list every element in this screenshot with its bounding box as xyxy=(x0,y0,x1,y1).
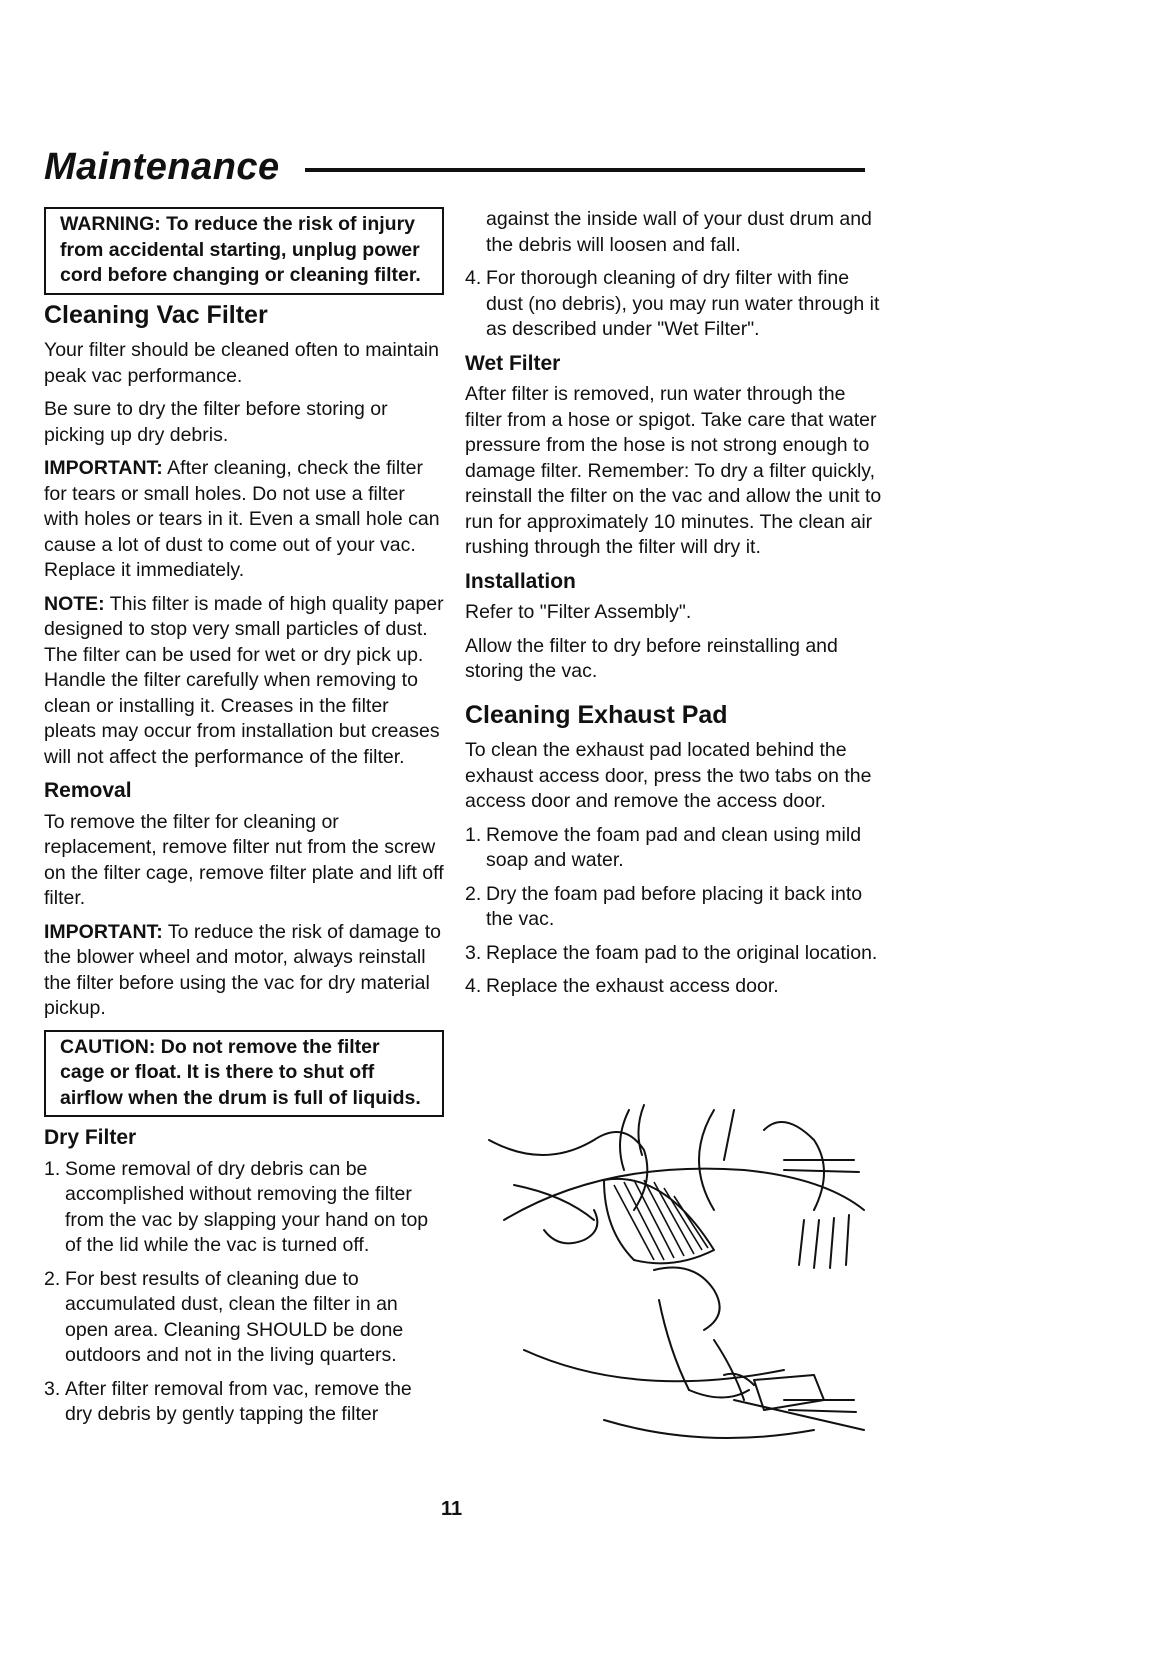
important-text: To reduce the risk of damage to the blower wheel and motor, always reinstall the filter before using the vac for dry material pickup. xyxy=(44,920,442,1019)
list-item xyxy=(465,882,885,933)
step-text: After filter removal from vac, remove the dry debris by gently tapping the filter xyxy=(65,1377,412,1425)
step-text: against the inside wall of your dust drum and the debris will loosen and fall. xyxy=(486,208,872,256)
page-number: 11 xyxy=(441,1498,463,1520)
installation-heading: Installation xyxy=(465,569,576,593)
list-item xyxy=(44,1157,444,1259)
warning-box: WARNING: To reduce the risk of injury from accidental starting, unplug power cord before changing or cleaning filter. xyxy=(44,207,444,295)
list-item xyxy=(465,823,885,874)
step-text: Dry the foam pad before placing it back into the vac. xyxy=(486,882,863,930)
list-item xyxy=(465,266,885,343)
step-number: 1. xyxy=(465,823,482,846)
step-number: 2. xyxy=(465,882,482,905)
paragraph-wet-filter: After filter is removed, run water through the filter from a hose or spigot. Take care that water pressure from the hose is not strong enough to damage filter. Remember: To dry a filter quickly, reinstall the filter on the vac and allow the unit to run for approximately 10 minutes. The clean air rushing through the filter will dry it. xyxy=(465,383,882,558)
important-text: After cleaning, check the filter for tears or small holes. Do not use a filter with holes or tears in it. Even a small hole can cause a lot of dust to come out of your vac. Replace it immediately. xyxy=(44,457,440,581)
step-text: Remove the foam pad and clean using mild soap and water. xyxy=(486,823,862,871)
step-text: Replace the exhaust access door. xyxy=(486,975,779,997)
paragraph-dry-before-storing: Be sure to dry the filter before storing or picking up dry debris. xyxy=(44,398,388,446)
cleaning-vac-filter-heading: Cleaning Vac Filter xyxy=(44,300,268,329)
dry-filter-steps-continued xyxy=(465,207,885,343)
list-item xyxy=(44,1377,444,1428)
step-number: 3. xyxy=(44,1377,61,1400)
step-text: For thorough cleaning of dry filter with fine dust (no debris), you may run water through it as described under "Wet Filter". xyxy=(486,267,880,340)
note-text: This filter is made of high quality paper designed to stop very small particles of dust. The filter can be used for wet or dry pick up. Handle the filter carefully when removing to clean or installing it. Creases in the filter pleats may occur from installation but creases will not affect the performance of the filter. xyxy=(44,592,444,768)
step-number: 1. xyxy=(44,1157,61,1180)
step-text: For best results of cleaning due to accumulated dust, clean the filter in an open area. Cleaning SHOULD be done outdoors and not in the living quarters. xyxy=(65,1267,404,1366)
dry-filter-heading: Dry Filter xyxy=(44,1126,137,1149)
paragraph-exhaust-pad: To clean the exhaust pad located behind the exhaust access door, press the two tabs on the access door and remove the access door. xyxy=(465,739,872,812)
list-item xyxy=(465,207,885,258)
right-column xyxy=(465,207,885,1008)
step-text: Some removal of dry debris can be accomplished without removing the filter from the vac by slapping your hand on top of the lid while the vac is turned off. xyxy=(65,1157,429,1256)
paragraph-important-check xyxy=(44,456,444,584)
step-number: 3. xyxy=(465,941,482,964)
paragraph-clean-often: Your filter should be cleaned often to maintain peak vac performance. xyxy=(44,339,439,387)
step-text: Replace the foam pad to the original location. xyxy=(486,941,878,964)
list-item xyxy=(465,974,885,1000)
wet-filter-heading: Wet Filter xyxy=(465,351,561,375)
paragraph-important-reinstall xyxy=(44,920,444,1022)
list-item xyxy=(44,1267,444,1369)
list-item xyxy=(465,941,885,967)
paragraph-allow-dry: Allow the filter to dry before reinstalling and storing the vac. xyxy=(465,634,838,682)
exhaust-pad-steps xyxy=(465,823,885,1000)
cleaning-exhaust-pad-heading: Cleaning Exhaust Pad xyxy=(465,700,728,729)
paragraph-removal: To remove the filter for cleaning or replacement, remove filter nut from the screw on the filter cage, remove filter plate and lift off filter. xyxy=(44,810,444,909)
important-label: IMPORTANT: xyxy=(44,457,163,479)
dry-filter-steps xyxy=(44,1157,444,1428)
exhaust-pad-illustration xyxy=(484,1100,874,1440)
caution-box: CAUTION: Do not remove the filter cage or float. It is there to shut off airflow when the drum is full of liquids. xyxy=(44,1030,444,1118)
step-number: 4. xyxy=(465,267,482,289)
removal-heading: Removal xyxy=(44,779,132,802)
step-number: 4. xyxy=(465,975,482,997)
page-title: Maintenance xyxy=(44,146,280,188)
title-rule xyxy=(305,168,865,172)
step-number: 2. xyxy=(44,1267,61,1290)
note-label: NOTE: xyxy=(44,592,105,615)
left-column xyxy=(44,207,444,1436)
important-label: IMPORTANT: xyxy=(44,920,163,943)
paragraph-note xyxy=(44,592,444,771)
paragraph-refer-assembly: Refer to "Filter Assembly". xyxy=(465,601,692,623)
